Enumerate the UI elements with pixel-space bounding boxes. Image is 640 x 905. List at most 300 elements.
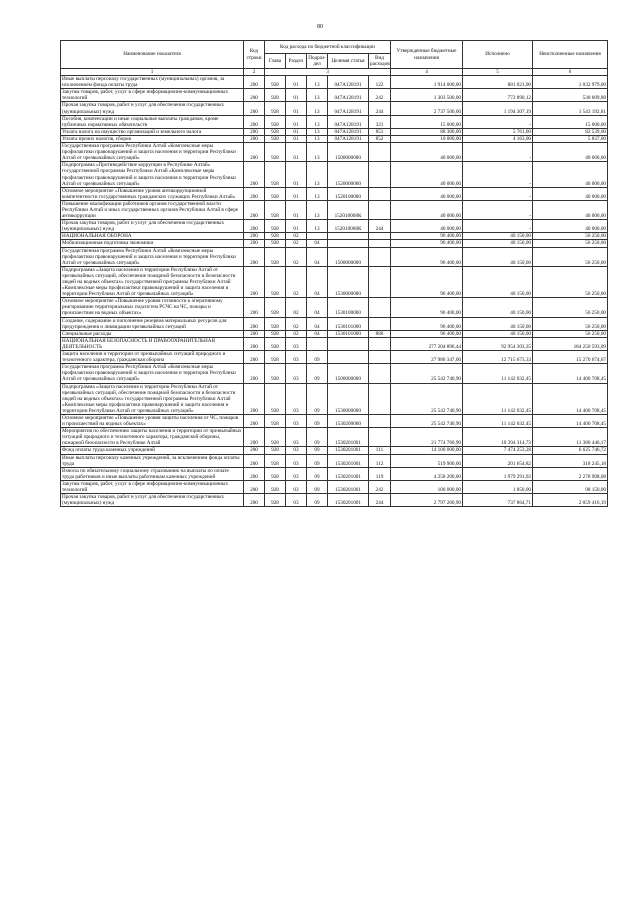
header-number: 6 — [533, 69, 608, 76]
row-vid — [369, 298, 391, 317]
row-approved: 25 542 740,90 — [391, 364, 463, 383]
row-name: Мобилизационная подготовка экономики — [61, 240, 244, 247]
row-statya: 1530201001 — [328, 428, 369, 447]
row-executed: 40 150,00 — [463, 298, 533, 317]
row-approved: 1 914 000,00 — [391, 76, 463, 89]
row-name: Государственная программа Республики Алтай «Комплексные меры профилактики правонарушений и защита населения и территории Республики Алтай от чрезвычайных ситуаций» — [61, 143, 244, 162]
page-number: 80 — [317, 24, 323, 30]
row-name: Повышение квалификации работников органов государственной власти Республики Алтай и иных государственных органов Республики Алтай в сфере антикоррупции — [61, 200, 244, 219]
header-approved: Утвержденные бюджетные назначения — [391, 41, 463, 69]
row-statya: 152010008К — [328, 200, 369, 219]
row-unexecuted: 56 250,00 — [533, 266, 608, 297]
row-executed: 40 150,00 — [463, 247, 533, 266]
row-name: Мероприятия по обеспечению защиты населения и территории от чрезвычайных ситуаций природного и техногенного характера, гражданской обороны, пожарной безопасности в Республике Алтай — [62, 428, 242, 447]
row-statya: 1530201001 — [328, 467, 369, 480]
row-statya: 1530201001 — [328, 494, 369, 507]
row-name: Подпрограмма «Защита населения и территории Республики Алтай от чрезвычайных ситуаций, обеспечение пожарной безопасности и безопасности людей на водных объектах» государственной программы Республики Алтай «Комплексные меры профилактики правонарушений и защита населения и территории Республики Алтай от чрезвычайных ситуаций» — [61, 383, 244, 414]
row-razdel: 03 — [286, 337, 307, 350]
row-name: Иные выплаты персоналу государственных (муниципальных) органов, за исключением фонда оплаты труда — [61, 76, 244, 89]
row-name: Прочая закупка товаров, работ и услуг для обеспечения государственных (муниципальных) нужд — [61, 494, 244, 507]
row-name: Защита населения и территории от чрезвычайных ситуаций природного и техногенного характера, гражданская оборона — [61, 351, 244, 364]
row-podrazdel — [307, 233, 328, 240]
row-razdel: 03 — [286, 428, 307, 447]
row-podrazdel: 13 — [307, 187, 328, 200]
row-unexecuted: 14 400 708,45 — [533, 414, 608, 427]
row-podrazdel: 13 — [307, 200, 328, 219]
row-vid — [369, 233, 391, 240]
row-name: Создание, содержание и пополнение резервов материальных ресурсов для предупреждения и ликвидации чрезвычайных ситуаций — [61, 317, 244, 330]
row-statya: 1530200000 — [328, 414, 369, 427]
row-podrazdel: 13 — [307, 220, 328, 233]
row-podrazdel: 09 — [307, 351, 328, 364]
row-line-code: 200 — [244, 135, 265, 142]
row-podrazdel: 04 — [307, 247, 328, 266]
row-name: Фонд оплаты труда казенных учреждений — [61, 447, 244, 454]
row-statya: 1530201001 — [328, 480, 369, 493]
row-vid — [369, 143, 391, 162]
row-name: Пособия, компенсации и иные социальные выплаты гражданам, кроме публичных нормативных обязательств — [61, 115, 244, 128]
row-line-code: 200 — [244, 364, 265, 383]
row-podrazdel: 04 — [307, 298, 328, 317]
row-unexecuted: 15 000,00 — [533, 115, 608, 128]
row-line-code: 200 — [244, 247, 265, 266]
row-approved: 40 000,00 — [391, 187, 463, 200]
row-razdel: 03 — [286, 480, 307, 493]
row-razdel: 02 — [286, 233, 307, 240]
row-approved: 21 774 760,90 — [391, 428, 463, 447]
row-podrazdel: 04 — [307, 240, 328, 247]
row-line-code: 200 — [244, 317, 265, 330]
row-approved: 10 000,00 — [391, 135, 463, 142]
row-glava: 928 — [265, 447, 286, 454]
row-vid — [369, 266, 391, 297]
row-statya: 047А128191 — [328, 89, 369, 102]
row-name: Иные выплаты персоналу казенных учреждений, за исключением фонда оплаты труда — [61, 454, 244, 467]
row-line-code: 200 — [244, 266, 265, 297]
row-approved: 40 000,00 — [391, 162, 463, 187]
row-executed: 11 142 032,45 — [463, 414, 533, 427]
table-row — [61, 351, 608, 364]
row-approved: 2 737 500,00 — [391, 102, 463, 115]
row-glava: 928 — [265, 89, 286, 102]
row-glava: 928 — [265, 317, 286, 330]
row-glava: 928 — [265, 364, 286, 383]
row-vid — [369, 162, 391, 187]
row-line-code: 200 — [244, 220, 265, 233]
row-podrazdel: 13 — [307, 128, 328, 135]
row-vid: 880 — [369, 330, 391, 337]
row-line-code: 200 — [244, 467, 265, 480]
table-row — [61, 383, 608, 414]
row-glava: 928 — [265, 200, 286, 219]
header-number: 3 — [265, 69, 391, 76]
row-name: Основное мероприятие «Повышение уровня готовности к оперативному реагированию территориальных подсистем РСЧС на ЧС, пожары и происшествия на водных объектах» — [61, 298, 244, 317]
row-glava: 928 — [265, 266, 286, 297]
row-line-code: 200 — [244, 76, 265, 89]
row-executed: 92 954 303,35 — [463, 337, 533, 350]
row-razdel: 03 — [286, 414, 307, 427]
row-glava: 928 — [265, 467, 286, 480]
row-approved: 96 400,00 — [391, 317, 463, 330]
row-executed: 881 021,00 — [463, 76, 533, 89]
row-unexecuted: 184 250 593,09 — [533, 337, 608, 350]
row-name: Взносы по обязательному социальному страхованию на выплаты по оплате труда работников и иные выплаты работникам казенных учреждений — [61, 467, 244, 480]
row-vid: 122 — [369, 76, 391, 89]
row-vid — [369, 337, 391, 350]
row-podrazdel: 04 — [307, 266, 328, 297]
row-unexecuted: 82 539,00 — [533, 128, 608, 135]
row-line-code: 200 — [244, 143, 265, 162]
row-statya: 047А128191 — [328, 115, 369, 128]
row-glava: 928 — [265, 337, 286, 350]
row-podrazdel: 04 — [307, 330, 328, 337]
row-unexecuted: 40 000,00 — [533, 187, 608, 200]
row-glava: 928 — [265, 454, 286, 467]
row-executed: 10 394 314,73 — [463, 428, 533, 447]
row-glava: 928 — [265, 128, 286, 135]
row-executed: 40 150,00 — [463, 330, 533, 337]
row-vid: 851 — [369, 128, 391, 135]
budget-execution-table — [60, 40, 608, 507]
header-budget-code-group: Код расхода по бюджетной классификации — [265, 41, 391, 54]
header-number: 5 — [463, 69, 533, 76]
row-glava: 928 — [265, 480, 286, 493]
row-approved: 96 400,00 — [391, 247, 463, 266]
row-unexecuted: 2 278 908,08 — [533, 467, 608, 480]
table-row — [61, 240, 608, 247]
row-podrazdel: 13 — [307, 76, 328, 89]
table-row — [61, 480, 608, 493]
row-unexecuted: 6 625 746,72 — [533, 447, 608, 454]
row-unexecuted: 40 000,00 — [533, 162, 608, 187]
row-line-code: 200 — [244, 233, 265, 240]
row-statya: 1530101000 — [328, 330, 369, 337]
row-approved: 96 400,00 — [391, 330, 463, 337]
row-podrazdel: 09 — [307, 480, 328, 493]
table-body — [61, 76, 608, 507]
table-row — [61, 162, 608, 187]
table-row — [61, 454, 608, 467]
row-line-code: 200 — [244, 447, 265, 454]
row-statya: 1530000000 — [328, 383, 369, 414]
row-statya: 047А128191 — [328, 76, 369, 89]
row-statya: 1500000000 — [328, 143, 369, 162]
row-statya: 1500000000 — [328, 364, 369, 383]
row-statya: 1530101000 — [328, 317, 369, 330]
table-row — [61, 428, 608, 447]
row-line-code: 200 — [244, 454, 265, 467]
row-line-code: 200 — [244, 480, 265, 493]
table-row — [61, 337, 608, 350]
row-razdel: 02 — [286, 317, 307, 330]
row-approved: 96 400,00 — [391, 266, 463, 297]
row-glava: 928 — [265, 351, 286, 364]
row-statya: 1530201001 — [328, 447, 369, 454]
row-razdel: 01 — [286, 200, 307, 219]
row-vid: 111 — [369, 447, 391, 454]
row-podrazdel: 13 — [307, 135, 328, 142]
table-row — [61, 220, 608, 233]
row-executed: 772 890,12 — [463, 89, 533, 102]
row-razdel: 01 — [286, 128, 307, 135]
row-line-code: 200 — [244, 337, 265, 350]
row-glava: 928 — [265, 135, 286, 142]
row-name: Прочая закупка товаров, работ и услуг для обеспечения государственных (муниципальных) нужд — [61, 102, 244, 115]
row-vid — [369, 240, 391, 247]
row-podrazdel: 09 — [307, 454, 328, 467]
header-name: Наименование показателя — [61, 41, 244, 69]
row-vid: 242 — [369, 480, 391, 493]
row-glava: 928 — [265, 330, 286, 337]
row-podrazdel: 09 — [307, 364, 328, 383]
row-executed: 40 150,00 — [463, 266, 533, 297]
row-approved: 1 303 500,00 — [391, 89, 463, 102]
table-row — [61, 135, 608, 142]
row-line-code: 200 — [244, 162, 265, 187]
row-line-code: 200 — [244, 428, 265, 447]
row-glava: 928 — [265, 428, 286, 447]
row-name: Государственная программа Республики Алтай «Комплексные меры профилактики правонарушений и защита населения и территории Республики Алтай от чрезвычайных ситуаций» — [61, 247, 244, 266]
row-vid — [369, 351, 391, 364]
row-line-code: 200 — [244, 494, 265, 507]
row-unexecuted: 5 837,00 — [533, 135, 608, 142]
row-razdel: 01 — [286, 220, 307, 233]
row-vid — [369, 428, 391, 447]
header-podrazdel: Подраз-дел — [308, 54, 326, 67]
row-vid — [369, 383, 391, 414]
row-unexecuted: 56 250,00 — [533, 240, 608, 247]
row-name: НАЦИОНАЛЬНАЯ ОБОРОНА — [61, 233, 244, 240]
row-statya: 1520000000 — [328, 162, 369, 187]
row-statya: 1500000000 — [328, 247, 369, 266]
row-glava: 928 — [265, 298, 286, 317]
row-approved: 96 400,00 — [391, 233, 463, 240]
row-podrazdel: 09 — [307, 428, 328, 447]
row-razdel: 02 — [286, 240, 307, 247]
row-executed: 1 850,00 — [463, 480, 533, 493]
row-podrazdel: 13 — [307, 102, 328, 115]
row-unexecuted: 318 245,18 — [533, 454, 608, 467]
row-line-code: 200 — [244, 200, 265, 219]
row-line-code: 200 — [244, 414, 265, 427]
table-row — [61, 128, 608, 135]
row-podrazdel: 13 — [307, 143, 328, 162]
row-approved: 100 000,00 — [391, 480, 463, 493]
row-executed: - — [463, 200, 533, 219]
row-approved: 27 986 347,00 — [391, 351, 463, 364]
row-name: Подпрограмма «Противодействие коррупции в Республике Алтай» государственной программы Республики Алтай «Комплексные меры профилактики правонарушений и защита населения и территории Республики Алтай от чрезвычайных ситуаций» — [61, 162, 244, 187]
row-razdel: 03 — [286, 454, 307, 467]
row-name: Основное мероприятие «Повышение уровня антикоррупционной компетентности государственных гражданских служащих Республики Алтай» — [61, 187, 244, 200]
table-row — [61, 143, 608, 162]
row-name: НАЦИОНАЛЬНАЯ БЕЗОПАСНОСТЬ И ПРАВООХРАНИТЕЛЬНАЯ ДЕЯТЕЛЬНОСТЬ — [61, 337, 244, 350]
table-row — [61, 102, 608, 115]
row-statya — [328, 337, 369, 350]
table-row — [61, 467, 608, 480]
row-approved: 88 300,00 — [391, 128, 463, 135]
header-number: 4 — [391, 69, 463, 76]
row-executed: 40 150,00 — [463, 240, 533, 247]
row-executed: - — [463, 143, 533, 162]
table-row — [61, 330, 608, 337]
header-unexecuted: Неисполненные назначения — [533, 41, 608, 69]
row-podrazdel: 09 — [307, 467, 328, 480]
row-statya: 047А128191 — [328, 135, 369, 142]
row-vid: 244 — [369, 102, 391, 115]
row-approved: 2 797 260,90 — [391, 494, 463, 507]
row-glava: 928 — [265, 247, 286, 266]
table-row — [61, 317, 608, 330]
row-statya: 1530201001 — [328, 454, 369, 467]
row-vid: 244 — [369, 220, 391, 233]
row-podrazdel — [307, 337, 328, 350]
row-line-code: 200 — [244, 298, 265, 317]
row-name: Закупка товаров, работ, услуг в сфере информационно-коммуникационных технологий — [61, 89, 244, 102]
row-razdel: 01 — [286, 76, 307, 89]
row-glava: 928 — [265, 233, 286, 240]
row-name: Уплата прочих налогов, сборов — [61, 135, 244, 142]
row-name: Уплата налога на имущество организаций и земельного налога — [61, 128, 244, 135]
row-statya — [328, 351, 369, 364]
row-statya: 047А128191 — [328, 128, 369, 135]
row-statya: 1530000000 — [328, 266, 369, 297]
row-executed: - — [463, 115, 533, 128]
row-vid: 321 — [369, 115, 391, 128]
row-razdel: 01 — [286, 162, 307, 187]
row-unexecuted: 98 150,00 — [533, 480, 608, 493]
row-glava: 928 — [265, 115, 286, 128]
row-executed: - — [463, 220, 533, 233]
row-name: Закупка товаров, работ, услуг в сфере информационно-коммуникационных технологий — [61, 480, 244, 493]
row-unexecuted: 40 000,00 — [533, 143, 608, 162]
row-razdel: 02 — [286, 247, 307, 266]
row-unexecuted: 2 059 416,19 — [533, 494, 608, 507]
row-vid: 112 — [369, 454, 391, 467]
row-executed: 40 150,00 — [463, 317, 533, 330]
row-line-code: 200 — [244, 383, 265, 414]
row-executed: 737 864,71 — [463, 494, 533, 507]
row-executed: 5 761,00 — [463, 128, 533, 135]
row-razdel: 03 — [286, 364, 307, 383]
row-unexecuted: 14 400 708,45 — [533, 383, 608, 414]
row-razdel: 03 — [286, 447, 307, 454]
row-vid — [369, 247, 391, 266]
row-statya: 1520100000 — [328, 187, 369, 200]
row-executed: 1 979 291,92 — [463, 467, 533, 480]
row-executed: 12 715 673,33 — [463, 351, 533, 364]
row-razdel: 03 — [286, 494, 307, 507]
row-name: Прочая закупка товаров, работ и услуг для обеспечения государственных (муниципальных) нужд — [61, 220, 244, 233]
row-vid — [369, 317, 391, 330]
row-razdel: 03 — [286, 351, 307, 364]
table-row — [61, 89, 608, 102]
row-razdel: 01 — [286, 187, 307, 200]
row-approved: 96 400,00 — [391, 240, 463, 247]
table-row — [61, 233, 608, 240]
row-unexecuted: 530 609,88 — [533, 89, 608, 102]
table-row — [61, 200, 608, 219]
row-line-code: 200 — [244, 187, 265, 200]
row-name: Основное мероприятие «Повышение уровня защиты населения от ЧС, пожаров и происшествий на водных объектах» — [61, 414, 244, 427]
row-unexecuted: 15 270 674,67 — [533, 351, 608, 364]
row-razdel: 01 — [286, 143, 307, 162]
row-executed: - — [463, 162, 533, 187]
table-row — [61, 247, 608, 266]
row-unexecuted: 56 250,00 — [533, 330, 608, 337]
row-line-code: 200 — [244, 330, 265, 337]
table-row — [61, 414, 608, 427]
row-podrazdel: 04 — [307, 317, 328, 330]
header-statya: Целевая статья — [328, 54, 369, 69]
row-statya: 152010008К — [328, 220, 369, 233]
row-podrazdel: 09 — [307, 494, 328, 507]
row-glava: 928 — [265, 187, 286, 200]
header-glava: Глава — [265, 54, 286, 69]
row-podrazdel: 09 — [307, 447, 328, 454]
row-executed: 201 654,82 — [463, 454, 533, 467]
row-razdel: 02 — [286, 298, 307, 317]
row-approved: 277 204 896,44 — [391, 337, 463, 350]
table-row — [61, 76, 608, 89]
row-executed: 4 163,00 — [463, 135, 533, 142]
row-razdel: 02 — [286, 330, 307, 337]
header-razdel: Раздел — [286, 54, 307, 69]
row-vid — [369, 187, 391, 200]
table-row — [61, 115, 608, 128]
row-glava: 928 — [265, 240, 286, 247]
row-unexecuted: 14 400 708,45 — [533, 364, 608, 383]
row-glava: 928 — [265, 162, 286, 187]
table-row — [61, 447, 608, 454]
table-row — [61, 266, 608, 297]
row-razdel: 01 — [286, 135, 307, 142]
row-razdel: 01 — [286, 115, 307, 128]
row-approved: 40 000,00 — [391, 220, 463, 233]
row-statya — [328, 240, 369, 247]
row-glava: 928 — [265, 494, 286, 507]
row-podrazdel: 09 — [307, 383, 328, 414]
row-unexecuted: 56 250,00 — [533, 317, 608, 330]
row-glava: 928 — [265, 383, 286, 414]
row-razdel: 02 — [286, 266, 307, 297]
row-executed: 1 194 307,19 — [463, 102, 533, 115]
row-unexecuted: 11 380 446,17 — [533, 428, 608, 447]
row-unexecuted: 56 250,00 — [533, 298, 608, 317]
row-vid — [369, 414, 391, 427]
row-line-code: 200 — [244, 115, 265, 128]
row-approved: 96 400,00 — [391, 298, 463, 317]
row-statya: 047А128191 — [328, 102, 369, 115]
row-approved: 40 000,00 — [391, 200, 463, 219]
row-razdel: 03 — [286, 467, 307, 480]
table-row — [61, 187, 608, 200]
row-name: Государственная программа Республики Алтай «Комплексные меры профилактики правонарушений и защита населения и территории Республики Алтай от чрезвычайных ситуаций» — [61, 364, 244, 383]
row-executed: 11 142 032,45 — [463, 364, 533, 383]
row-approved: 14 100 000,00 — [391, 447, 463, 454]
row-razdel: 01 — [286, 89, 307, 102]
row-unexecuted: 56 250,00 — [533, 247, 608, 266]
row-approved: 4 258 200,00 — [391, 467, 463, 480]
row-unexecuted: 40 000,00 — [533, 220, 608, 233]
row-podrazdel: 13 — [307, 162, 328, 187]
row-vid — [369, 364, 391, 383]
row-podrazdel: 09 — [307, 414, 328, 427]
row-name: Подпрограмма «Защита населения и территории Республики Алтай от чрезвычайных ситуаций, обеспечение пожарной безопасности и безопасности людей на водных объектах» государственной программы Республики Алтай «Комплексные меры профилактики правонарушений и защита населения и территории Республики Алтай от чрезвычайных ситуаций» — [61, 266, 244, 297]
row-approved: 25 542 740,90 — [391, 383, 463, 414]
table-row — [61, 494, 608, 507]
header-executed: Исполнено — [463, 41, 533, 69]
row-razdel: 03 — [286, 383, 307, 414]
